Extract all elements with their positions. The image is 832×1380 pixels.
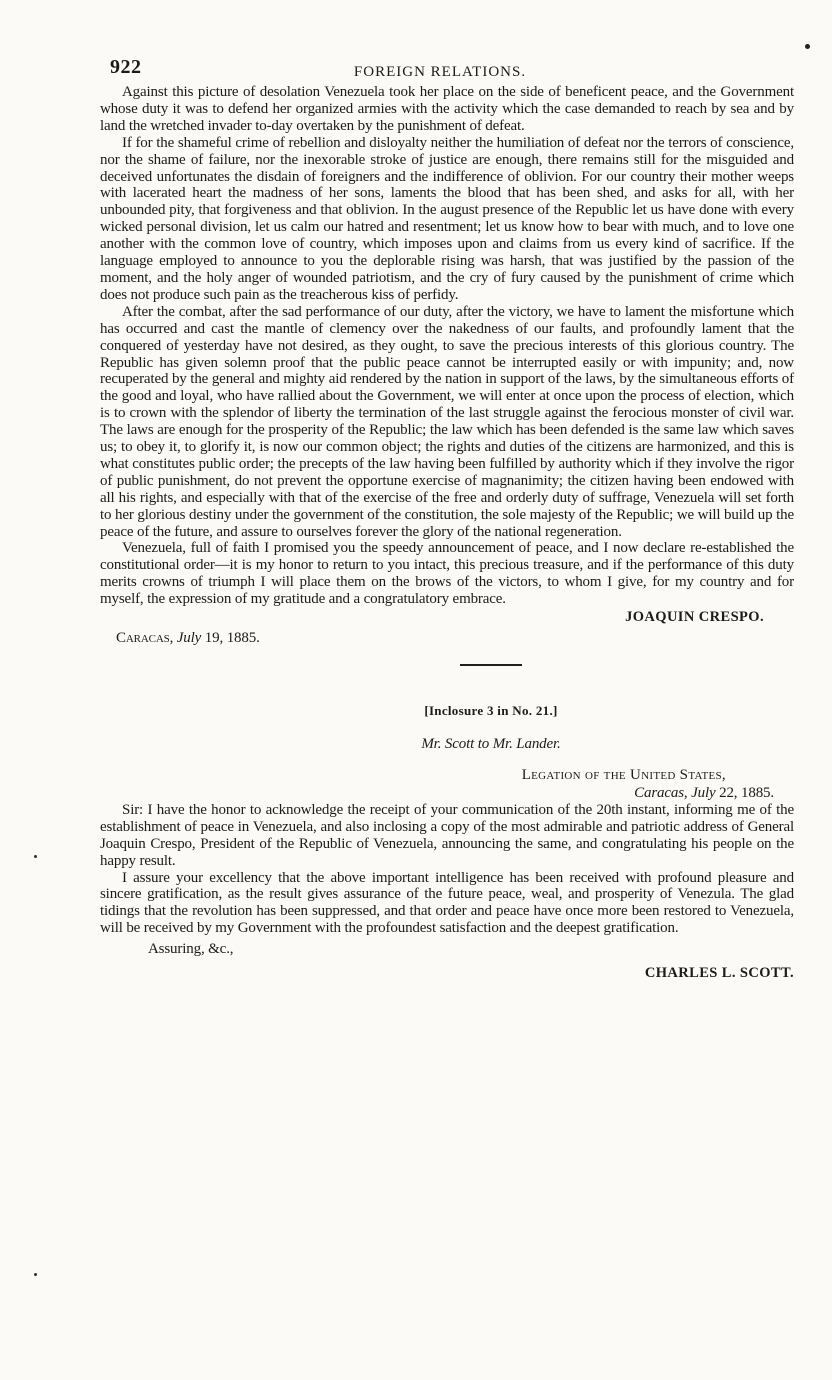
proclamation-paragraph: Venezuela, full of faith I promised you the speedy announcement of peace, and I now declare re-established the constitutional order—it is my honor to return to you intact, this precious treasure, and if the performance of this duty merits crowns of triumph I will place them on the brows of the victors, to whom I give, for my country and for myself, the expression of my gratitude and a congratulatory embrace.	[100, 540, 794, 608]
letter-date-day-year: 22, 1885.	[719, 784, 774, 801]
proclamation-paragraph: Against this picture of desolation Venezuela took her place on the side of beneficent peace, and the Government whose duty it was to defend her organized armies with the activity which the case demanded to reach by sea and by land the wretched invader to-day overtaken by the punishment of defeat.	[100, 84, 794, 134]
proclamation-paragraph: After the combat, after the sad performance of our duty, after the victory, we have to lament the misfortune which has occurred and cast the mantle of clemency over the nakedness of our faults, and profoundly lament that the conquered of yesterday have not desired, as they ought, to save the precious interests of this glorious country. The Republic has given solemn proof that the public peace cannot be interrupted easily or with impunity; and, now recuperated by the general and mighty aid rendered by the nation in support of the laws, by the simultaneous efforts of the good and loyal, who have rallied about the Government, we will enter at once upon the process of election, which is to crown with the splendor of liberty the termination of the last struggle against the ferocious monster of civil war. The laws are enough for the prosperity of the Republic; the law which has been defended is the same law which saves us; to obey it, to glorify it, is now our common object; the rights and duties of the citizens are harmonized, and this is what constitutes public order; the precepts of the law having been fulfilled by authority which if they involve the rigor of public punishment, do not prevent the opportune exercise of magnanimity; the citizen having been endowed with all his rights, and especially with that of the exercise of the free and orderly duty of suffrage, Venezuela will set forth to her glorious destiny under the government of the constitution, the sole majesty of the Republic; we will build up the peace of the future, and assure to ourselves forever the glory of the national regeneration.	[100, 303, 794, 540]
proclamation-text	[100, 84, 794, 608]
dateline-day-year: 19, 1885.	[204, 630, 260, 647]
dateline-place: Caracas,	[116, 630, 174, 647]
crespo-signature: JOAQUIN CRESPO.	[625, 609, 764, 626]
letter-date-place: Caracas, July	[634, 784, 716, 801]
proclamation-dateline	[116, 628, 794, 648]
inclosure-label: [Inclosure 3 in No. 21.]	[424, 703, 558, 719]
page-body	[100, 84, 794, 982]
letter-heading	[100, 766, 794, 802]
scott-signature: CHARLES L. SCOTT.	[644, 965, 794, 982]
letter-closing: Assuring, &c.,	[148, 941, 234, 958]
letter-title: Mr. Scott to Mr. Lander.	[421, 736, 561, 752]
ink-mark	[805, 44, 810, 49]
letter-paragraph: I assure your excellency that the above important intelligence has been received with profound pleasure and sincere gratification, as the result gives assurance of the future peace, weal, and prosperity of Venezula. The glad tidings that the revolution has been suppressed, and that order and peace have once more been restored to Venezuela, will be received by my Government with the profoundest satisfaction and the deepest gratification.	[100, 869, 794, 937]
dateline-month: July	[176, 630, 202, 647]
letter-paragraph: Sir: I have the honor to acknowledge the receipt of your communication of the 20th instant, informing me of the establishment of peace in Venezuela, and also inclosing a copy of the most admirable and patriotic address of General Joaquin Crespo, President of the Republic of Venezuela, announcing the same, and congratulating his people on the happy result.	[100, 801, 794, 869]
page-number: 922	[110, 56, 142, 78]
proclamation-paragraph: If for the shameful crime of rebellion and disloyalty neither the humiliation of defeat nor the terrors of conscience, nor the shame of failure, nor the inexorable stroke of justice are enough, there remains still for the misguided and deceived unfortunates the disdain of foreigners and the indifference of oblivion. For our country their mother weeps with lacerated heart the madness of her sons, laments the blood that has been shed, and asks for all, with her unbounded pity, that forgiveness and that oblivion. In the august presence of the Republic let us have done with every wicked personal division, let us calm our hatred and resentment; let us know how to bear with much, and to love one another with the common love of country, which imposes upon and claims from us every kind of sacrifice. If the language employed to announce to you the deplorable rising was harsh, that was justified by the passion of the moment, and the holy anger of wounded patriotism, and the cry of fury caused by the punishment of crime which does not produce such pain as the treacherous kiss of perfidy.	[100, 134, 794, 303]
running-head: FOREIGN RELATIONS.	[353, 64, 527, 80]
letter-text	[100, 802, 794, 937]
legation-line: Legation of the United States,	[521, 766, 726, 783]
letter-date	[100, 784, 794, 802]
ink-speck	[34, 1273, 37, 1276]
section-divider	[460, 664, 522, 666]
ink-speck	[34, 855, 37, 858]
